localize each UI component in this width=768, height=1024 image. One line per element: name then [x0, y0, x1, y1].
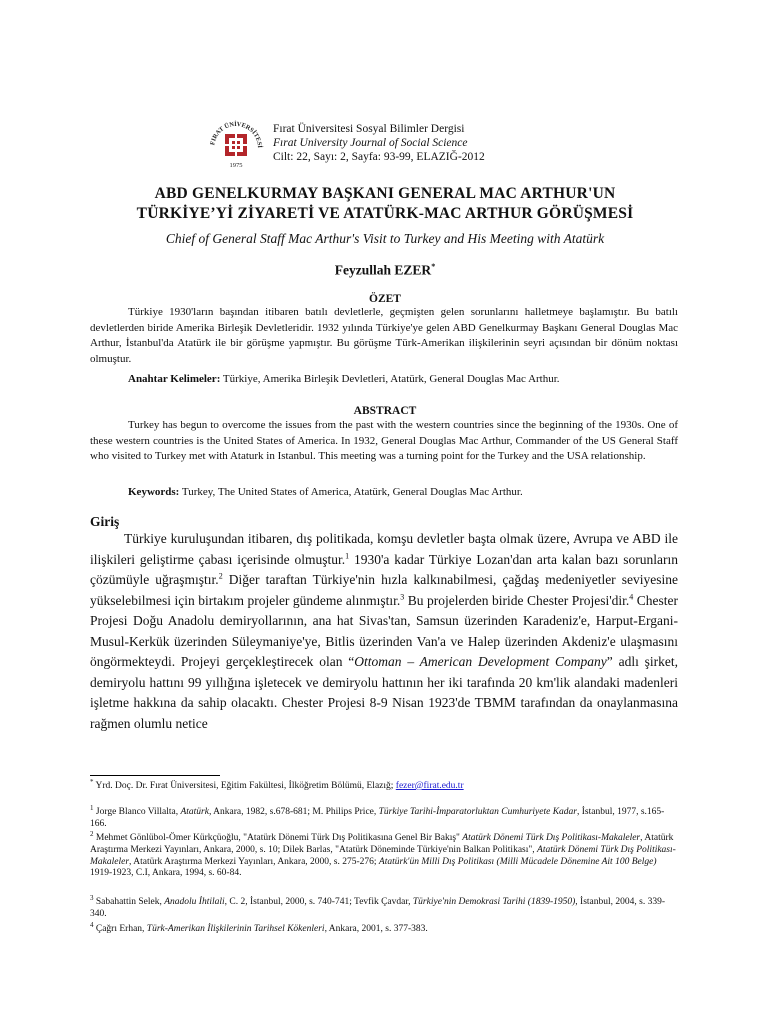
- footnote-text: Yrd. Doç. Dr. Fırat Üniversitesi, Eğitim Fakültesi, İlköğretim Bölümü, Elazığ;: [93, 781, 396, 791]
- body-paragraph: [90, 529, 678, 734]
- abstract-text: Turkey has begun to overcome the issues from the past with the western countries since the beginning of the 1930s. One of these western countries is the United States of America. In 1932, General Douglas Mac Arthur, Commander of the US General Staff who visited to Turkey met with Ataturk in Istanbul. This meeting was a turning point for the Turkey and the USA relationship.: [90, 419, 678, 463]
- footnote-text: , İstanbul, 2004, s. 339-340.: [90, 897, 665, 919]
- body-text-part: ” adlı şirket, demiryolu hattını 99 yıllığına işletecek ve demiryolu hattının her iki tarafında 20 km'lik alandaki madenleri işletme hakkına da sahip olacaktı. Chester Projesi 8-9 Nisan 1923'de TBMM tarafından da onaylanmasına rağmen olumlu netice: [90, 654, 678, 731]
- university-logo: [205, 116, 271, 172]
- author-name: [90, 262, 680, 279]
- footnote-number: 2: [90, 829, 94, 838]
- footnote-text: Mehmet Gönlübol-Ömer Kürkçüoğlu, "Atatürk Dönemi Türk Dış Politikasına Genel Bir Bakış": [93, 833, 463, 843]
- footnote-text: , Atatürk Araştırma Merkezi Yayınları, Ankara, 2000, s. 10; Dilek Barlas, "Atatürk Döneminde Türkiye'nin Balkan Politikası",: [90, 833, 674, 855]
- footnote-divider: [90, 775, 220, 776]
- journal-info: [273, 122, 485, 164]
- body-text-part: Türkiye kuruluşundan itibaren, dış politikada, komşu devletler başta olmak üzere, Avrupa ve ABD ile ilişkileri geliştirme çabası içerisinde olmuştur.: [90, 531, 678, 567]
- footnote-text: 1919-1923, C.I, Ankara, 1994, s. 60-84.: [90, 868, 242, 879]
- article-subtitle: Chief of General Staff Mac Arthur's Visit to Turkey and His Meeting with Atatürk: [165, 231, 605, 246]
- author-footnote-mark: *: [431, 262, 436, 271]
- footnote-title: Atatürk'ün Milli Dış Politikası (Milli Mücadele Dönemine Ait 100 Belge): [378, 856, 657, 867]
- body-text-part: 1930'a kadar Türkiye Lozan'dan arta kalan bazı sorunların çözümüyle uğraşmıştır.: [90, 551, 678, 587]
- body-text-part: Bu projelerden biride Chester Projesi'dir.: [404, 592, 630, 608]
- footnote-1: [90, 803, 678, 831]
- footnote-text: , İstanbul, 1977, s.165-166.: [90, 807, 665, 829]
- footnote-text: , Ankara, 2001, s. 377-383.: [324, 924, 428, 934]
- author-text: Feyzullah EZER: [334, 262, 432, 278]
- abstract-keywords: [128, 485, 523, 501]
- footnote-title: Türkiye'nin Demokrasi Tarihi (1839-1950): [412, 897, 576, 907]
- journal-citation: Cilt: 22, Sayı: 2, Sayfa: 93-99, ELAZIĞ-2012: [273, 151, 485, 163]
- body-text-part: Chester Projesi Doğu Anadolu demiryollarının, ana hat Sivas'tan, Samsun üzerinden Karadeniz'e, Harput-Ergani-Musul-Kerkük üzerinden Süleymaniye'ye, Bitlis üzerinden Van'a ve Halep üzerinden Akdeniz'e ulaşmasını öngörmekteydi. Projeyi gerçekleştirecek olan “: [90, 592, 678, 669]
- footnote-ref-4: 4: [629, 592, 634, 601]
- abstract-keywords-text: Turkey, The United States of America, Atatürk, General Douglas Mac Arthur.: [179, 486, 523, 498]
- footnote-title: Atatürk Dönemi Türk Dış Politikası-Makaleler: [462, 833, 641, 843]
- footnote-title: Türk-Amerikan İlişkilerinin Tarihsel Kökenleri: [146, 924, 325, 934]
- ozet-keywords-text: Türkiye, Amerika Birleşik Devletleri, Atatürk, General Douglas Mac Arthur.: [220, 373, 560, 385]
- footnote-text: , C. 2, İstanbul, 2000, s. 740-741; Tevfik Çavdar,: [224, 897, 413, 907]
- footnote-author: [90, 777, 678, 793]
- article-title-line-1: ABD GENELKURMAY BAŞKANI GENERAL MAC ARTHUR'UN: [154, 185, 616, 202]
- footnote-title: Atatürk Dönemi Türk Dış Politikası-Makaleler: [90, 844, 676, 867]
- svg-text:FIRAT ÜNİVERSİTESİ: FIRAT ÜNİVERSİTESİ: [209, 120, 264, 149]
- ozet-text: Türkiye 1930'ların başından itibaren batılı devletlerle, geçmişten gelen sorunlarını halletmeye başlamıştır. Bu batılı devletlerden biride Amerika Birleşik Devletleridir. 1932 yılında Türkiye'ye gelen ABD Genelkurmay Başkanı General Douglas Mac Arthur, İstanbul'da Atatürk ile bir görüşme yapmıştır. Bu görüşme Türk-Amerikan ilişkilerinin seyri açısından bir dönüm noktası olmuştur.: [90, 306, 678, 365]
- footnote-title: Atatürk: [180, 807, 209, 817]
- footnote-number: 4: [90, 920, 94, 929]
- footnote-2: [90, 829, 678, 880]
- footnote-ref-1: 1: [345, 551, 350, 560]
- footnote-title: Anadolu İhtilali: [164, 897, 225, 907]
- article-title-line-2: TÜRKİYE’Yİ ZİYARETİ VE ATATÜRK-MAC ARTHUR GÖRÜŞMESİ: [136, 205, 634, 222]
- footnote-ref-2: 2: [218, 571, 223, 581]
- footnote-text: Sabahattin Selek,: [93, 897, 165, 907]
- footnote-3: [90, 893, 678, 921]
- journal-name-tr: Fırat Üniversitesi Sosyal Bilimler Dergisi: [273, 123, 465, 135]
- author-email-link[interactable]: fezer@firat.edu.tr: [395, 781, 464, 791]
- ozet-keywords: [128, 372, 560, 388]
- footnote-mark: *: [90, 777, 94, 786]
- body-text-part: Diğer taraftan Türkiye'nin hızla kalkınabilmesi, çağdaş medeniyetler seviyesine yükselebilmesi için birtakım projeler gündeme alınmıştır.: [90, 572, 678, 608]
- logo-year: 1975: [229, 162, 243, 169]
- abstract-heading: ABSTRACT: [353, 405, 417, 417]
- ozet-heading: ÖZET: [369, 293, 401, 305]
- footnote-text: Çağrı Erhan,: [93, 924, 147, 934]
- footnote-text: , Atatürk Araştırma Merkezi Yayınları, Ankara, 2000, s. 275-276;: [129, 856, 379, 867]
- footnote-number: 1: [90, 803, 94, 812]
- journal-header: [205, 116, 605, 174]
- footnote-4: [90, 920, 678, 936]
- abstract-keywords-label: Keywords:: [128, 486, 180, 498]
- section-heading-giris: Giriş: [90, 514, 120, 529]
- footnote-ref-3: 3: [400, 592, 405, 601]
- ozet-keywords-label: Anahtar Kelimeler:: [128, 373, 221, 385]
- footnote-text: , Ankara, 1982, s.678-681; M. Philips Price,: [208, 807, 379, 817]
- footnote-title: Türkiye Tarihi-İmparatorluktan Cumhuriyete Kadar: [378, 807, 577, 817]
- journal-name-en: Fırat University Journal of Social Science: [273, 137, 468, 149]
- company-name: Ottoman – American Development Company: [354, 654, 607, 669]
- footnote-number: 3: [90, 893, 94, 902]
- footnote-text: Jorge Blanco Villalta,: [93, 807, 181, 817]
